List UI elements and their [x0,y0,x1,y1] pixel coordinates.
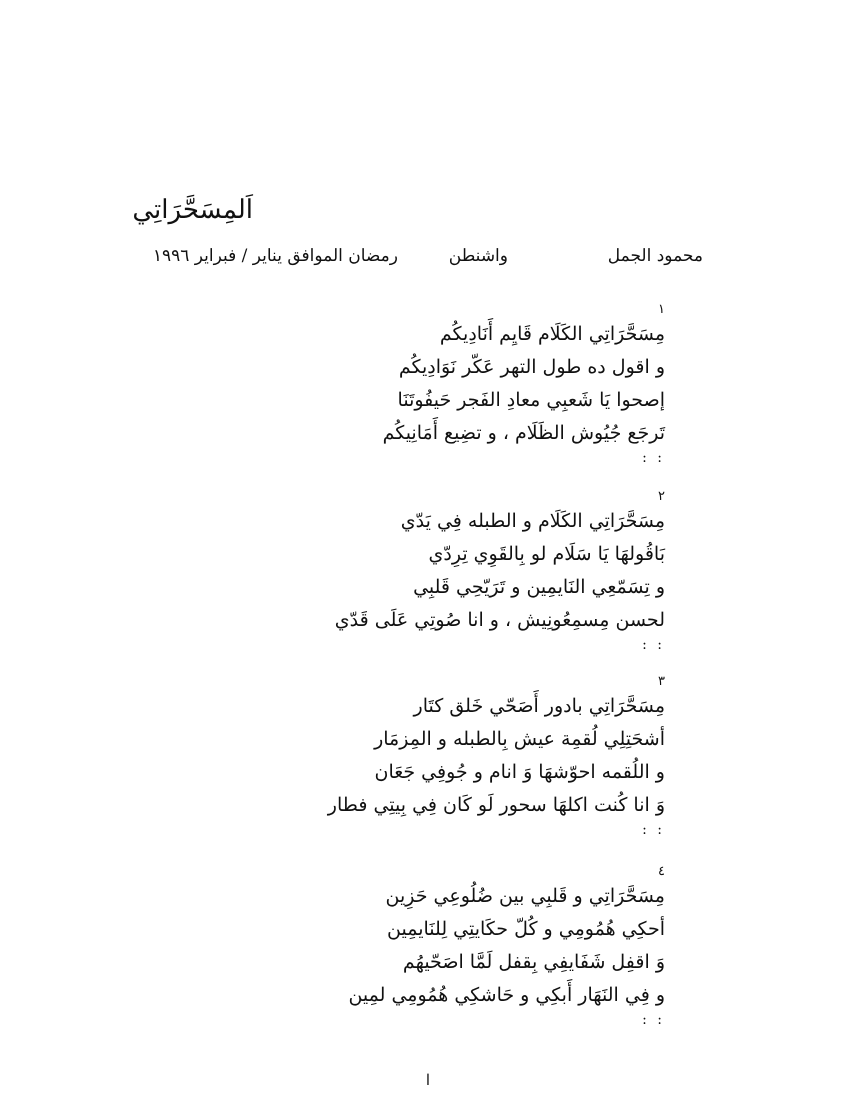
stanza-number: ٢ [658,489,665,504]
stanza-3 [145,674,665,838]
stanza-separator: : : [642,1012,665,1028]
stanza-separator: : : [642,822,665,838]
stanza-1 [145,302,665,466]
stanza-number: ١ [658,302,665,317]
verse-line: بَاقُولهَا يَا سَلَام لو بِالقَوِي تِرِدّي [428,543,665,565]
verse-line: و اقول ده طول التهر عَكّر نَوَادِيكُم [398,356,665,378]
verse-line: و تِسَمّعِي النَايمِين و تَرَيّحِي قَلبِي [413,576,665,598]
verse-line: أحكِي هُمُومِي و كُلّ حكَايتِي لِلنَايمِين [387,918,665,940]
poem-title: اَلمِسَحَّرَاتِي [132,195,253,225]
stanza-2 [145,489,665,653]
place-name: واشنطن [448,246,508,266]
stanza-separator: : : [642,450,665,466]
verse-line: أشحَتِلِي لُقمِة عيش بِالطبله و المِزمَار [374,728,665,750]
stanza-number: ٤ [658,864,665,879]
verse-line: و اللُقمه احوّشهَا وَ انام و جُوفِي جَعَان [374,761,665,783]
stanza-number: ٣ [658,674,665,689]
verse-line: وَ انا كُنت اكلهَا سحور لَو كَان فِي بِيتِي فطار [327,794,665,816]
verse-line: و فِي النَهَار أَبكِي و حَاشكِي هُمُومِي لمِين [348,984,665,1006]
page-number: ا [425,1071,431,1089]
date-line: رمضان الموافق يناير / فبراير ١٩٩٦ [152,246,398,266]
verse-line: وَ اقفِل شَفَايفِي بِقفل لَمَّا اصَحّيهُم [402,951,665,973]
verse-line: إصحوا يَا شَعبِي معادِ الفَجر حَيفُوتَنَا [397,389,665,411]
verse-line: مِسَحَّرَاتِي الكَلَام و الطبله فِي يَدّي [400,510,665,532]
stanza-separator: : : [642,637,665,653]
verse-line: مِسَحَّرَاتِي بادور أَصَحّي خَلق كتَار [413,695,665,717]
verse-line: لحسن مِسمِعُونِيش ، و انا صُوتِي عَلَى قَدّي [334,609,665,631]
verse-line: مِسَحَّرَاتِي الكَلَام قَايِم أَنَادِيكُم [439,323,665,345]
verse-line: تَرجَع جُيُوش الظَلَام ، و تضِيع أَمَانِيكُم [382,422,665,444]
stanza-4 [145,864,665,1028]
verse-line: مِسَحَّرَاتِي و قَلبِي بين ضُلُوعِي حَزِين [385,885,665,907]
author-name: محمود الجمل [607,246,703,266]
